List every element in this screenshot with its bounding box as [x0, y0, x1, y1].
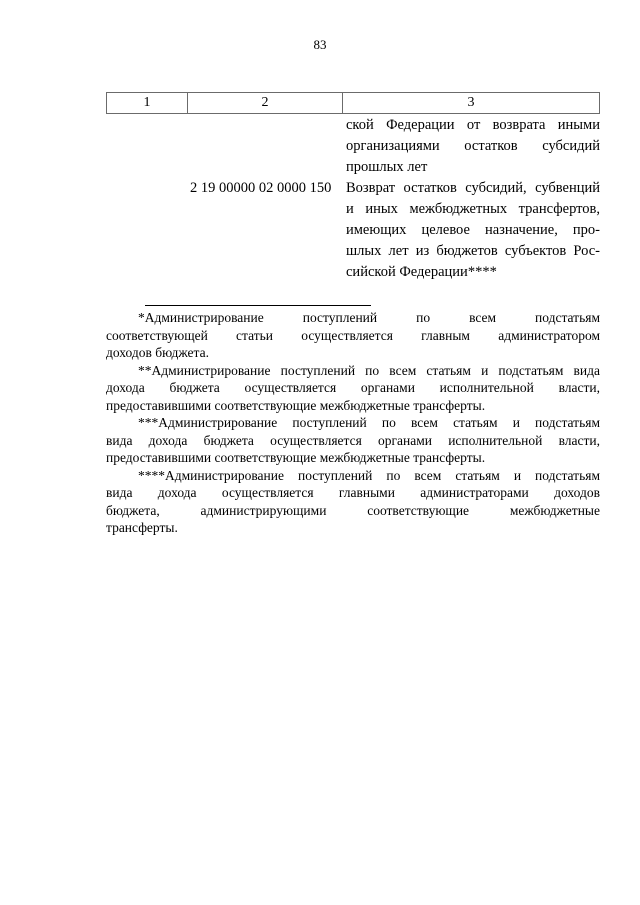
- footnote-line: предоставившими соответствующие межбюджетные трансферты.: [106, 397, 486, 413]
- footnote-line: ****Администрирование поступлений по всем статьям и подстатьям: [138, 467, 600, 483]
- table-row: [106, 178, 600, 288]
- description-line: организациями остатков субсидий: [346, 138, 600, 154]
- footnote-line: дохода бюджета осуществляется органами исполнительной власти,: [106, 380, 600, 395]
- row-description: [346, 115, 600, 178]
- description-line: сийской Федерации****: [346, 264, 497, 280]
- footnote-line: вида дохода осуществляется главными администраторами доходов: [106, 485, 600, 500]
- description-line: и иных межбюджетных трансфертов,: [346, 201, 600, 217]
- footnote-4: [106, 467, 600, 537]
- header-col-2: 2: [187, 93, 342, 113]
- description-line: Возврат остатков субсидий, субвенций: [346, 180, 600, 196]
- row-description: [346, 178, 600, 283]
- row-code: 2 19 00000 02 0000 150: [190, 180, 332, 196]
- footnote-2: [106, 362, 600, 415]
- table-row: [106, 115, 600, 180]
- footnote-line: трансферты.: [106, 520, 178, 535]
- header-col-1: 1: [143, 95, 151, 110]
- description-line: шлых лет из бюджетов субъектов Рос-: [346, 243, 600, 259]
- footnotes: [106, 309, 600, 537]
- footnote-line: вида дохода бюджета осуществляется органами исполнительной власти,: [106, 432, 600, 448]
- footnote-line: доходов бюджета.: [106, 345, 209, 360]
- footnote-line: **Администрирование поступлений по всем статьям и подстатьям вида: [138, 362, 600, 378]
- footnote-line: предоставившими соответствующие межбюджетные трансферты.: [106, 450, 486, 465]
- description-line: имеющих целевое назначение, про-: [346, 222, 600, 238]
- footnote-line: бюджета, администрирующими соответствующие межбюджетные: [106, 502, 600, 518]
- footnote-separator: [145, 305, 371, 306]
- description-line: прошлых лет: [346, 159, 428, 175]
- footnote-line: *Администрирование поступлений по всем подстатьям: [138, 310, 600, 325]
- footnote-3: [106, 414, 600, 467]
- header-col-3: 3: [342, 93, 599, 113]
- page-number: 83: [313, 37, 327, 52]
- footnote-1: [106, 309, 600, 362]
- table-header: [106, 92, 600, 114]
- description-line: ской Федерации от возврата иными: [346, 117, 600, 133]
- footnote-line: соответствующей статьи осуществляется главным администратором: [106, 327, 600, 343]
- footnote-line: ***Администрирование поступлений по всем статьям и подстатьям: [138, 415, 600, 430]
